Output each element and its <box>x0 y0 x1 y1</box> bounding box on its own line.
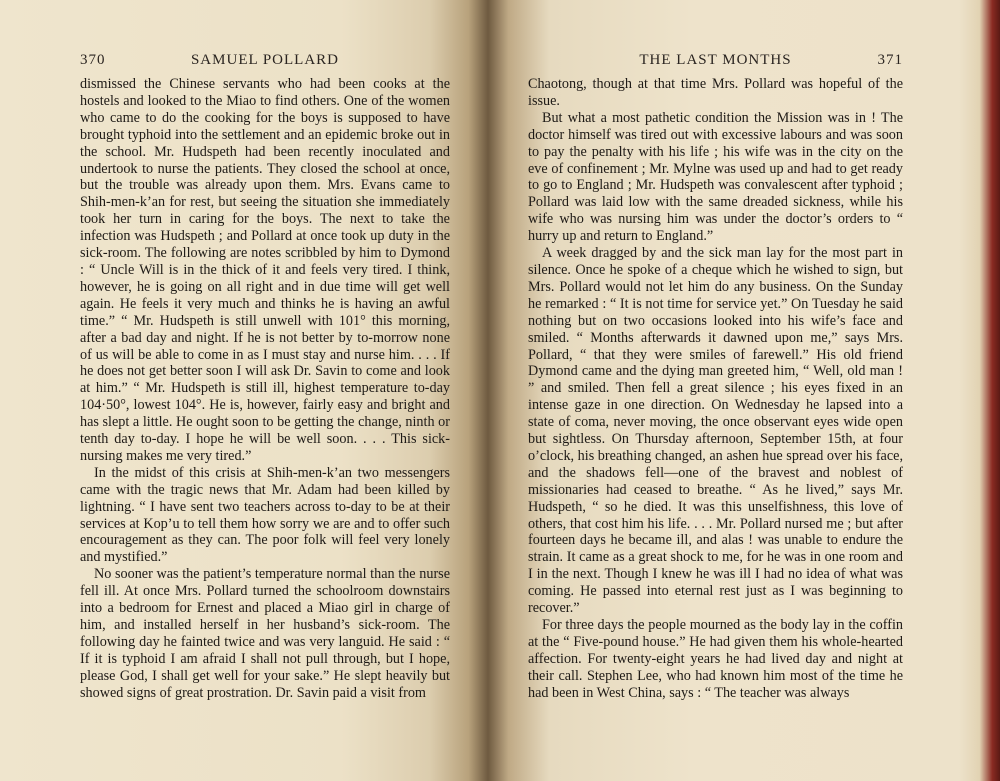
paragraph: A week dragged by and the sick man lay for the most part in silence. Once he spoke of a cheque which he wished to sign, but Mrs. Pollard would not let him do any business. On the Sunday he remarked : “ It is not time for service yet.” On Tuesday he said nothing but on two occasions looked into his wife’s face and smiled. “ Months afterwards it dawned upon me,” says Mrs. Pollard, “ that they were smiles of farewell.” His old friend Dymond came and the dying man greeted him, “ Well, old man ! ” and smiled. Then fell a great silence ; his eyes fixed in an intense gaze in one direction. On Wednesday he lapsed into a state of coma, never moving, the once observant eyes wide open but sightless. On Thursday afternoon, September 15th, at four o’clock, his breathing changed, an ashen hue spread over his face, and the shadows fell—one of the bravest and noblest of missionaries had ceased to breathe. “ As he lived,” says Mr. Hudspeth, “ so he died. It was this unselfishness, this love of others, that cost him his life. . . . Mr. Pollard nursed me ; but after fourteen days he became ill, and alas ! was unable to endure the strain. It came as a great shock to me, for he was in one room and I in the next. Though I knew he was ill I had no idea of what was coming. He passed into eternal rest just as I was beginning to recover.” <box>528 245 903 617</box>
left-page <box>0 0 488 781</box>
paragraph: dismissed the Chinese servants who had been cooks at the hostels and looked to the Miao to find others. One of the women who came to do the cooking for the boys is supposed to have brought typhoid into the settlement and an epidemic broke out in the school. Mr. Hudspeth had been recently inoculated and undertook to nurse the patients. They closed the school at once, but the trouble was already upon them. Mrs. Evans came to Shih-men-k’an for rest, but seeing the situation she immediately took her turn in caring for the boys. The next to take the infection was Hudspeth ; and Pollard at once took up duty in the sick-room. The following are notes scribbled by him to Dymond : “ Uncle Will is in the thick of it and feels very tired. I think, however, he is going on all right and in due time will get well again. He feels it very much and thinks he is having an awful time.” “ Mr. Hudspeth is still unwell with 101° this morning, after a bad day and night. If he is not better by to-morrow none of us will be able to come in as I must stay and nurse him. . . . If he does not get better soon I will ask Dr. Savin to come and look at him.” “ Mr. Hudspeth is still ill, highest temperature to-day 104·50°, lowest 104°. He is, however, fairly easy and bright and has slept a little. He ought soon to be getting the change, ninth or tenth day to-day. I hope he will be well soon. . . . This sick-nursing makes me very tired.” <box>80 76 450 464</box>
paragraph: For three days the people mourned as the body lay in the coffin at the “ Five-pound house.” He had given them his whole-hearted affection. For twenty-eight years he had lived day and night at their call. Stephen Lee, who had known him most of the time he had been in West China, says : “ The teacher was always <box>528 617 903 701</box>
paragraph: No sooner was the patient’s temperature normal than the nurse fell ill. At once Mrs. Pollard turned the schoolroom downstairs into a bedroom for Ernest and placed a Miao girl in charge of him, and installed herself in her husband’s sick-room. The following day he fainted twice and was very languid. He said : “ If it is typhoid I am afraid I shall not pull through, but I hope, please God, I shall get well for your sake.” He slept heavily but showed signs of great prostration. Dr. Savin paid a visit from <box>80 566 450 701</box>
right-page <box>488 0 1000 781</box>
paragraph: But what a most pathetic condition the Mission was in ! The doctor himself was tired out with excessive labours and was soon to pay the penalty with his life ; his wife was in the city on the eve of confinement ; Mr. Mylne was used up and had to get ready to go to England ; Mr. Hudspeth was convalescent after typhoid ; Pollard was laid low with the same dreaded sickness, while his wife who was nursing him was under the doctor’s orders to “ hurry up and return to England.” <box>528 109 903 245</box>
paragraph: Chaotong, though at that time Mrs. Pollard was hopeful of the issue. <box>528 76 903 109</box>
running-head: THE LAST MONTHS <box>639 52 792 68</box>
running-head: SAMUEL POLLARD <box>190 52 340 68</box>
page-number: 370 <box>80 52 106 68</box>
left-page-text <box>80 76 450 702</box>
right-page-text <box>528 76 903 702</box>
paragraph: In the midst of this crisis at Shih-men-k’an two messengers came with the tragic news that Mr. Adam had been killed by lightning. “ I have sent two teachers across to-day to be at their services at Kop’u to tell them how sorry we are and to offer such encouragement as they can. The poor folk will feel very lonely and mystified.” <box>80 464 450 566</box>
page-number: 371 <box>877 52 903 68</box>
right-page-header <box>528 52 903 72</box>
left-page-header <box>80 52 450 72</box>
